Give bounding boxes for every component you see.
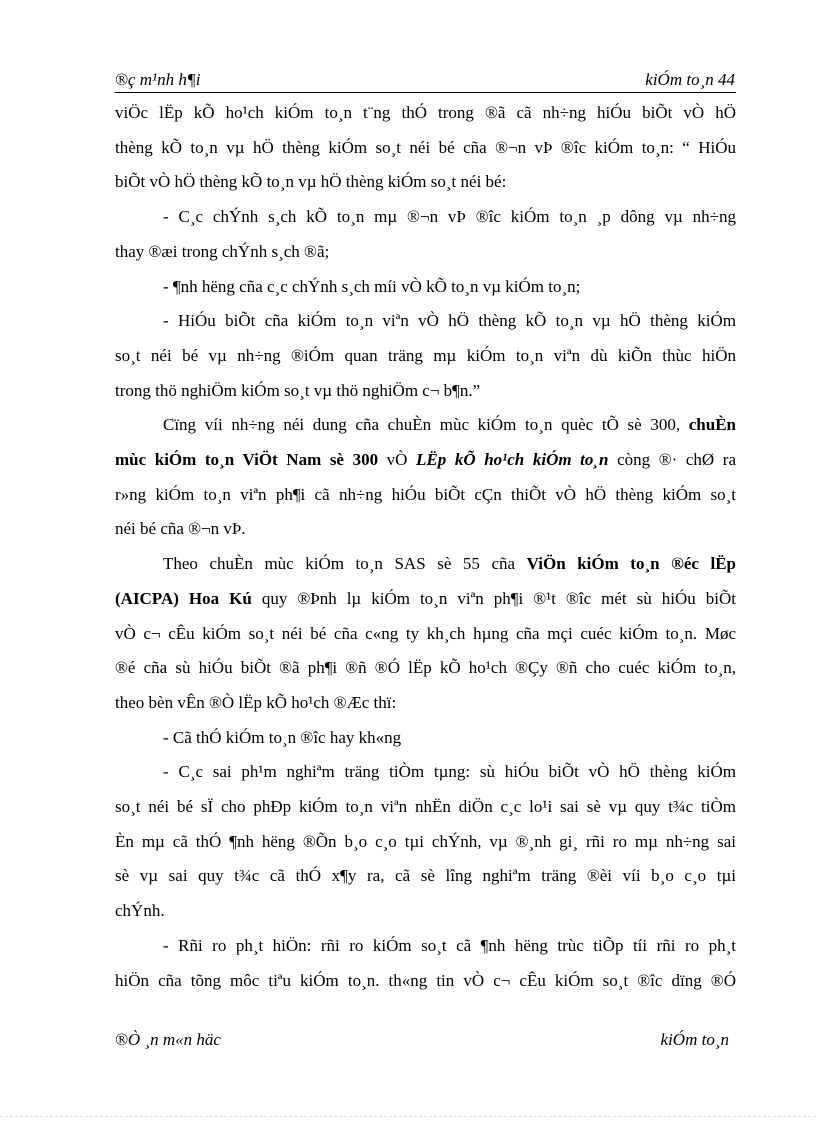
body-text: - C¸c chÝnh s¸ch kÕ to¸n mµ ®¬n vÞ ®îc kiÓm to¸n ¸p dông vµ nh÷ng: [163, 207, 736, 227]
paragraph-line: [115, 443, 736, 478]
body-text: Cïng víi nh÷ng néi dung cña chuÈn mùc kiÓm to¸n quèc tÕ sè 300,: [163, 415, 689, 435]
emphasis-text: LËp kÕ ho¹ch kiÓm to¸n: [416, 450, 609, 470]
body-text: theo bèn vÊn ®Ò lËp kÕ ho¹ch ®Æc thï:: [115, 692, 397, 712]
paragraph-line: [115, 894, 736, 929]
body-text: so¸t néi bé sÏ cho phÐp kiÓm to¸n viªn nhËn diÖn c¸c lo¹i sai sè vµ quy t¾c tiÒm: [115, 797, 736, 817]
emphasis-text: chuÈn: [688, 415, 736, 435]
header-rule: [115, 92, 736, 93]
paragraph-line: [115, 859, 736, 894]
body-text: vÒ: [378, 450, 417, 470]
document-body: [115, 96, 736, 998]
paragraph-line: [115, 582, 736, 617]
paragraph-line: [115, 686, 736, 721]
body-text: viÖc lËp kÕ ho¹ch kiÓm to¸n t¨ng thÓ trong ®ã cã nh÷ng hiÓu biÕt vÒ hÖ: [115, 103, 736, 122]
body-text: - Cã thÓ kiÓm to¸n ®îc hay kh«ng: [163, 727, 402, 747]
emphasis-text: (AICPA) Hoa Kú: [115, 588, 252, 608]
footer-subject: kiÓm to¸n: [660, 1030, 729, 1049]
body-text: ®é cña sù hiÓu biÕt ®ã ph¶i ®ñ ®Ó lËp kÕ ho¹ch ®Çy ®ñ cho cuéc kiÓm to¸n,: [115, 658, 736, 678]
paragraph-line: [115, 339, 736, 374]
body-text: chÝnh.: [115, 901, 165, 921]
emphasis-text: ViÖn kiÓm to¸n ®éc lËp: [526, 554, 736, 574]
paragraph-line: [115, 408, 736, 443]
body-text: Theo chuÈn mùc kiÓm to¸n SAS sè 55 cña: [163, 554, 527, 574]
page-header: [115, 70, 735, 92]
paragraph-line: [115, 374, 736, 409]
paragraph-line: [115, 96, 736, 131]
body-text: còng ®· chØ ra: [608, 450, 736, 470]
body-text: thay ®æi trong chÝnh s¸ch ®ã;: [115, 241, 330, 261]
body-text: r»ng kiÓm to¸n viªn ph¶i cã nh÷ng hiÓu biÕt cÇn thiÕt vÒ hÖ thèng kiÓm so¸t: [115, 484, 736, 504]
body-text: thèng kÕ to¸n vµ hÖ thèng kiÓm so¸t néi bé cña ®¬n vÞ ®îc kiÓm to¸n: “ HiÓu: [115, 137, 736, 157]
paragraph-line: [115, 304, 736, 339]
header-author: ®ç m¹nh h¶i: [115, 70, 201, 89]
paragraph-line: [115, 270, 736, 305]
body-text: - ¶nh hëng cña c¸c chÝnh s¸ch míi vÒ kÕ to¸n vµ kiÓm to¸n;: [163, 276, 581, 296]
paragraph-line: [115, 165, 736, 200]
paragraph-line: [115, 755, 736, 790]
paragraph-line: [115, 547, 736, 582]
body-text: - Rñi ro ph¸t hiÖn: rñi ro kiÓm so¸t cã ¶nh hëng trùc tiÕp tíi rñi ro ph¸t: [163, 935, 736, 955]
paragraph-line: [115, 617, 736, 652]
body-text: biÕt vÒ hÖ thèng kÕ to¸n vµ hÖ thèng kiÓm so¸t néi bé:: [115, 172, 507, 192]
emphasis-text: mùc kiÓm to¸n ViÖt Nam sè 300: [115, 450, 379, 470]
paragraph-line: [115, 929, 736, 964]
body-text: - HiÓu biÕt cña kiÓm to¸n viªn vÒ hÖ thèng kÕ to¸n vµ hÖ thèng kiÓm: [163, 311, 736, 331]
page-footer: [115, 1030, 735, 1052]
paragraph-line: [115, 235, 736, 270]
paragraph-line: [115, 131, 736, 166]
paragraph-line: [115, 200, 736, 235]
body-text: quy ®Þnh lµ kiÓm to¸n viªn ph¶i ®¹t ®îc mét sù hiÓu biÕt: [251, 588, 736, 608]
paragraph-line: [115, 790, 736, 825]
body-text: Èn mµ cã thÓ ¶nh hëng ®Õn b¸o c¸o tµi chÝnh, vµ ®¸nh gi¸ rñi ro mµ nh÷ng sai: [115, 831, 736, 851]
page-bottom-rule: [0, 1116, 816, 1117]
header-page-number: kiÓm to¸n 44: [645, 70, 735, 89]
body-text: - C¸c sai ph¹m nghiªm träng tiÒm tµng: sù hiÓu biÕt vÒ hÖ thèng kiÓm: [163, 762, 736, 782]
body-text: so¸t néi bé vµ nh÷ng ®iÓm quan träng mµ kiÓm to¸n viªn dù kiÕn thùc hiÖn: [115, 345, 736, 365]
paragraph-line: [115, 825, 736, 860]
footer-title: ®Ò ¸n m«n häc: [115, 1030, 221, 1049]
body-text: vÒ c¬ cÊu kiÓm so¸t néi bé cña c«ng ty kh¸ch hµng cña mçi cuéc kiÓm to¸n. Møc: [115, 623, 736, 643]
body-text: hiÖn cña tõng môc tiªu kiÓm to¸n. th«ng tin vÒ c¬ cÊu kiÓm so¸t ®îc dïng ®Ó: [115, 970, 736, 990]
paragraph-line: [115, 651, 736, 686]
body-text: néi bé cña ®¬n vÞ.: [115, 519, 246, 539]
paragraph-line: [115, 478, 736, 513]
body-text: sè vµ sai quy t¾c cã thÓ x¶y ra, cã sè lîng nghiªm träng ®èi víi b¸o c¸o tµi: [115, 866, 736, 886]
paragraph-line: [115, 964, 736, 999]
body-text: trong thö nghiÖm kiÓm so¸t vµ thö nghiÖm c¬ b¶n.”: [115, 380, 481, 400]
paragraph-line: [115, 512, 736, 547]
paragraph-line: [115, 721, 736, 756]
